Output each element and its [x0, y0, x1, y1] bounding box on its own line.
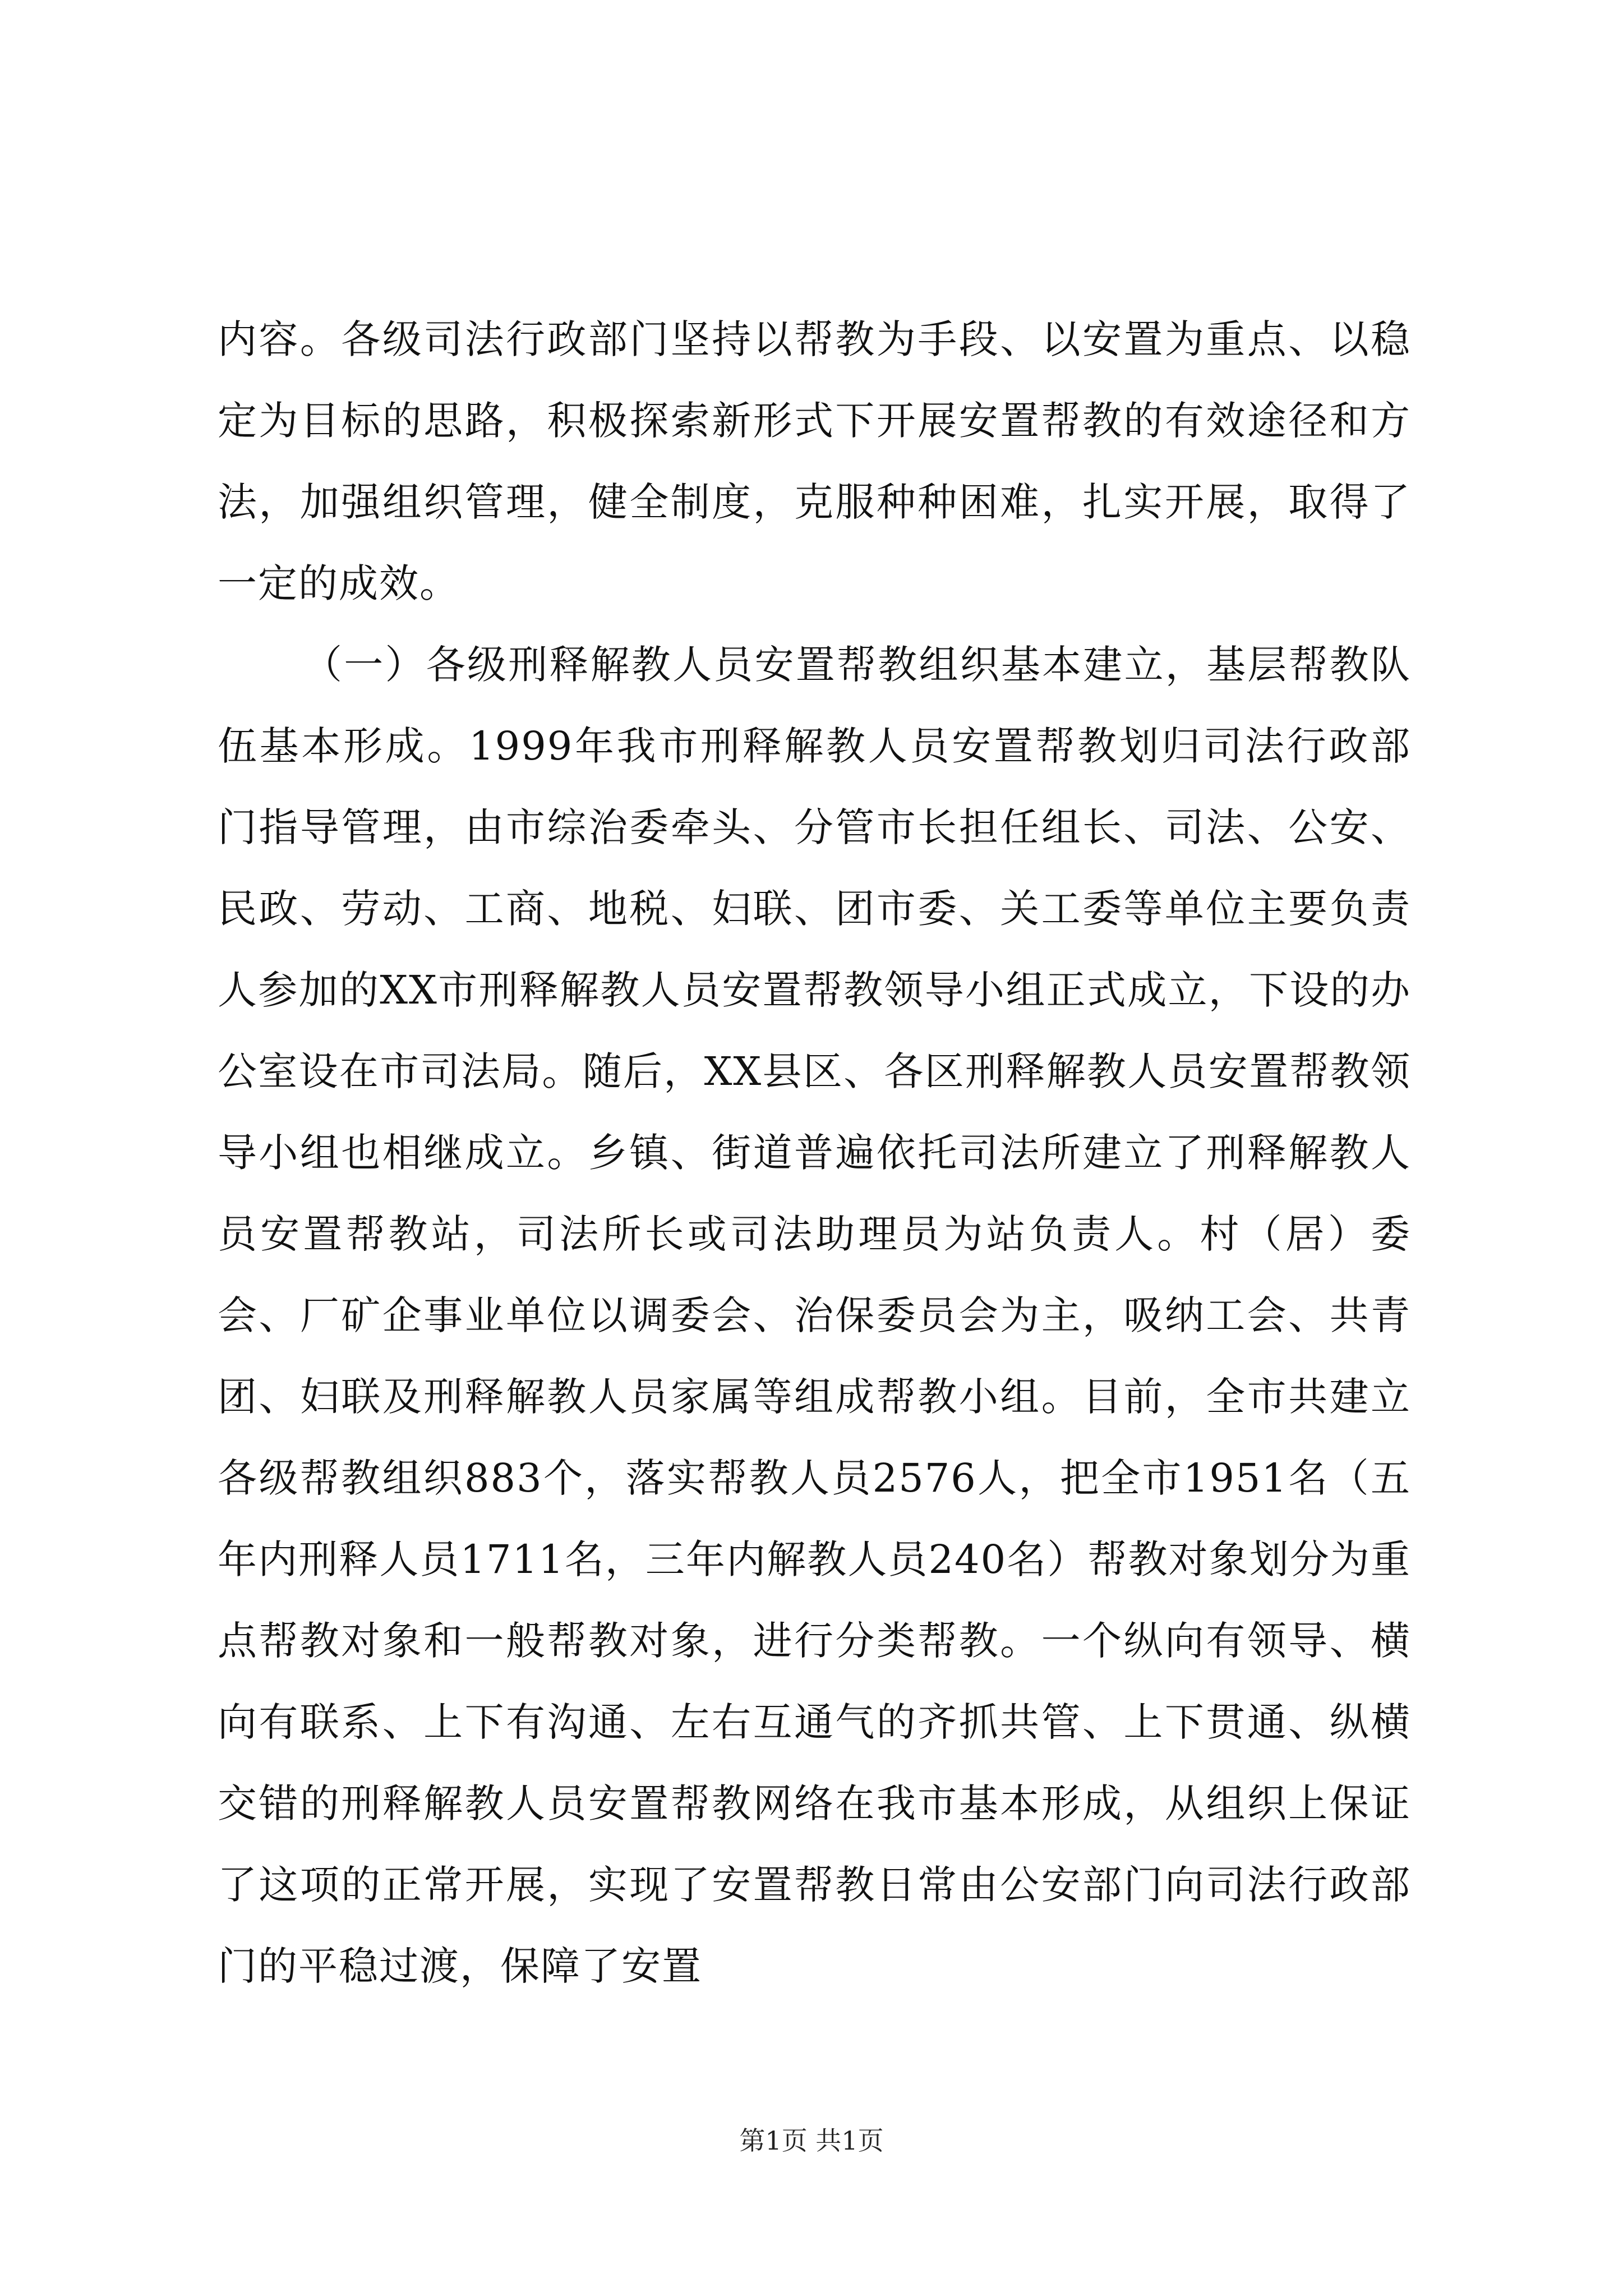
paragraph-continuation: 内容。各级司法行政部门坚持以帮教为手段、以安置为重点、以稳定为目标的思路，积极探索新形式下开展安置帮教的有效途径和方法，加强组织管理，健全制度，克服种种困难，扎实开展，取得了一定的成效。 — [218, 316, 1411, 606]
document-body — [218, 299, 1411, 2007]
page-footer: 第1页 共1页 — [739, 2125, 884, 2156]
paragraph-section-one: （一）各级刑释解教人员安置帮教组织基本建立，基层帮教队伍基本形成。1999年我市刑释解教人员安置帮教划归司法行政部门指导管理，由市综治委牵头、分管市长担任组长、司法、公安、民政、劳动、工商、地税、妇联、团市委、关工委等单位主要负责人参加的XX市刑释解教人员安置帮教领导小组正式成立，下设的办公室设在市司法局。随后，XX县区、各区刑释解教人员安置帮教领导小组也相继成立。乡镇、街道普遍依托司法所建立了刑释解教人员安置帮教站，司法所长或司法助理员为站负责人。村（居）委会、厂矿企事业单位以调委会、治保委员会为主，吸纳工会、共青团、妇联及刑释解教人员家属等组成帮教小组。目前，全市共建立各级帮教组织883个，落实帮教人员2576人，把全市1951名（五年内刑释人员1711名，三年内解教人员240名）帮教对象划分为重点帮教对象和一般帮教对象，进行分类帮教。一个纵向有领导、横向有联系、上下有沟通、左右互通气的齐抓共管、上下贯通、纵横交错的刑释解教人员安置帮教网络在我市基本形成，从组织上保证了这项的正常开展，实现了安置帮教日常由公安部门向司法行政部门的平稳过渡，保障了安置 — [218, 642, 1411, 1989]
